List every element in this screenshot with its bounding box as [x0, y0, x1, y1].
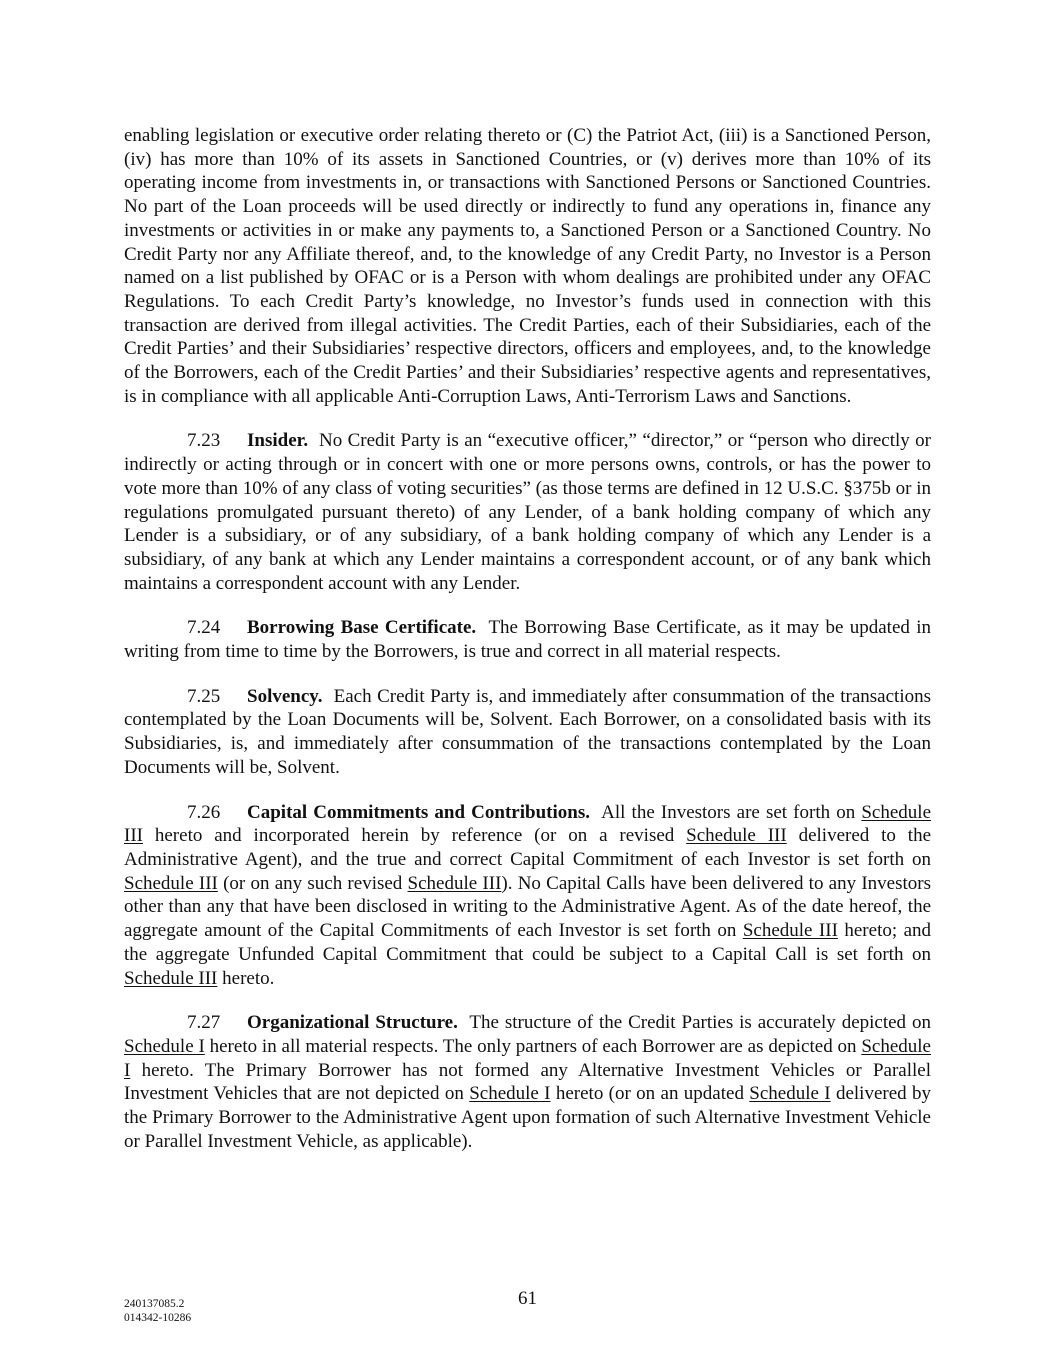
section-heading: Solvency.	[247, 685, 323, 707]
section-text: delivered by the Primary Borrower to the Administrative Agent upon formation of such Alternative Investment Vehicle or Parallel Investment Vehicle, as applicable).	[124, 1083, 931, 1152]
schedule-reference: Schedule III	[124, 967, 218, 989]
section-text: hereto in all material respects. The only partners of each Borrower are as depicted on	[209, 1035, 857, 1057]
section-heading: Insider.	[247, 430, 309, 452]
section-number: 7.26	[187, 801, 221, 823]
section-number: 7.25	[187, 685, 221, 707]
schedule-reference: Schedule III	[124, 872, 218, 894]
client-matter-number: 014342-10286	[124, 1312, 192, 1324]
section-number: 7.23	[187, 430, 221, 452]
section-text: hereto (or on an updated	[555, 1083, 744, 1105]
section-text: ). No Capital Calls have been delivered to any Investors other than any that have been disclosed in writing to the Administrative Agent. As of the date hereof, the aggregate amount of the Capital Commitments of each Investor is set forth on	[124, 872, 931, 942]
section-text: hereto.	[222, 967, 275, 989]
section-text: The structure of the Credit Parties is accurately depicted on	[469, 1012, 931, 1034]
schedule-reference: Schedule III	[686, 825, 787, 847]
section-heading: Borrowing Base Certificate.	[247, 617, 477, 639]
section-number: 7.24	[187, 617, 221, 639]
section-7-26	[124, 801, 931, 991]
document-body	[124, 124, 931, 1153]
section-text: Each Credit Party is, and immediately after consummation of the transactions contemplated by the Loan Documents will be, Solvent. Each Borrower, on a consolidated basis with its Subsidiaries, is, and immediately after consummation of the transactions contemplated by the Loan Documents will be, Solvent.	[124, 685, 931, 778]
section-text: delivered to the Administrative Agent), and the true and correct Capital Commitment of each Investor is set forth on	[124, 825, 932, 870]
schedule-reference: Schedule I	[469, 1083, 551, 1105]
schedule-reference: Schedule III	[742, 920, 838, 942]
section-text: hereto; and the aggregate Unfunded Capital Commitment that could be subject to a Capital Call is set forth on	[124, 920, 932, 965]
section-text: All the Investors are set forth on	[601, 801, 856, 823]
page-number: 61	[518, 1288, 537, 1309]
schedule-reference: Schedule III	[124, 801, 932, 847]
schedule-reference: Schedule I	[124, 1035, 931, 1081]
section-heading: Organizational Structure.	[247, 1012, 458, 1034]
section-text: (or on any such revised	[223, 872, 403, 894]
section-7-25	[124, 685, 931, 780]
schedule-reference: Schedule III	[407, 872, 502, 894]
section-7-23	[124, 429, 931, 595]
section-text: The Borrowing Base Certificate, as it may be updated in writing from time to time by the Borrowers, is true and correct in all material respects.	[124, 617, 931, 663]
section-7-24	[124, 616, 931, 663]
schedule-reference: Schedule I	[749, 1083, 831, 1105]
intro-paragraph: enabling legislation or executive order relating thereto or (C) the Patriot Act, (iii) is a Sanctioned Person, (iv) has more than 10% of its assets in Sanctioned Countries, or (v) derives more than 10% of its operating income from investments in, or transactions with Sanctioned Persons or Sanctioned Countries. No part of the Loan proceeds will be used directly or indirectly to fund any operations in, finance any investments or activities in or make any payments to, a Sanctioned Person or a Sanctioned Country. No Credit Party nor any Affiliate thereof, and, to the knowledge of any Credit Party, no Investor is a Person named on a list published by OFAC or is a Person with whom dealings are prohibited under any OFAC Regulations. To each Credit Party’s knowledge, no Investor’s funds used in connection with this transaction are derived from illegal activities. The Credit Parties, each of their Subsidiaries, each of the Credit Parties’ and their Subsidiaries’ respective directors, officers and employees, and, to the knowledge of the Borrowers, each of the Credit Parties’ and their Subsidiaries’ respective agents and representatives, is in compliance with all applicable Anti-Corruption Laws, Anti-Terrorism Laws and Sanctions.	[124, 125, 931, 407]
section-text: hereto and incorporated herein by reference (or on a revised	[154, 825, 675, 847]
schedule-reference: Schedule I	[124, 1035, 205, 1057]
section-heading: Capital Commitments and Contributions.	[247, 801, 590, 823]
document-number: 240137085.2	[124, 1298, 185, 1310]
section-7-27	[124, 1011, 931, 1153]
section-text: No Credit Party is an “executive officer,” “director,” or “person who directly or indirectly or acting through or in concert with one or more persons owns, controls, or has the power to vote more than 10% of any class of voting securities” (as those terms are defined in 12 U.S.C. §375b or in regulations promulgated pursuant thereto) of any Lender, of a bank holding company of which any Lender is a subsidiary, or of any subsidiary, of a bank holding company of which any Lender is a subsidiary, of any bank at which any Lender maintains a correspondent account, or of any bank which maintains a correspondent account with any Lender.	[124, 430, 932, 594]
section-number: 7.27	[187, 1012, 221, 1034]
section-text: hereto. The Primary Borrower has not formed any Alternative Investment Vehicles or Parallel Investment Vehicles that are not depicted on	[124, 1059, 932, 1105]
